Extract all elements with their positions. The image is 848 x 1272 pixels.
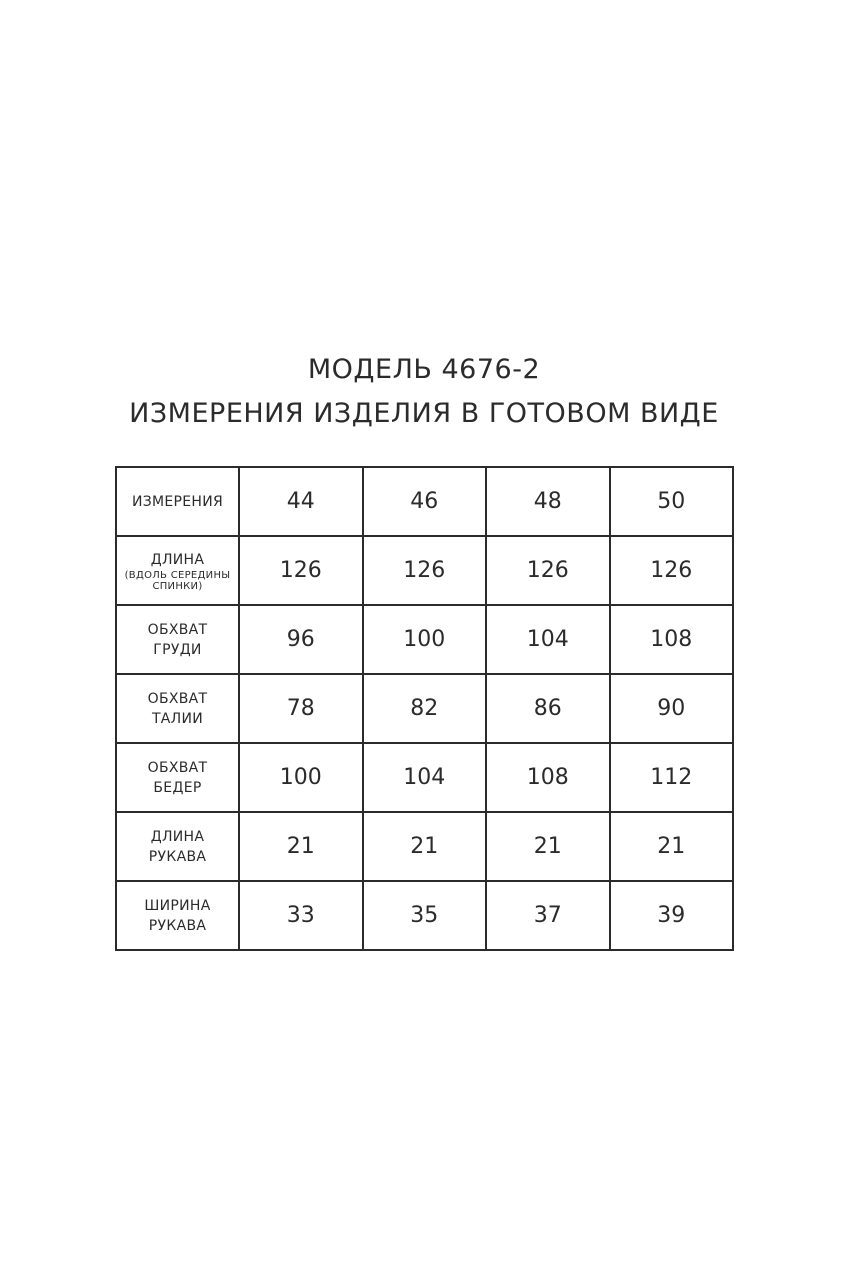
row-label [116,467,239,536]
row-label-text: ИЗМЕРЕНИЯ [131,493,224,510]
table-cell: 108 [486,743,610,812]
row-label-text: ОБХВАТ БЕДЕР [147,759,208,796]
table-row [116,605,733,674]
table-cell: 21 [363,812,487,881]
size-table [115,466,734,951]
table-cell: 104 [363,743,487,812]
row-label-text: ШИРИНА РУКАВА [144,897,211,934]
row-label-note: (ВДОЛЬ СЕРЕДИНЫ СПИНКИ) [124,569,231,592]
row-label [116,812,239,881]
page-heading [0,348,848,436]
row-label-text: ОБХВАТ ГРУДИ [147,621,208,658]
table-cell: 39 [610,881,734,950]
model-title: МОДЕЛЬ 4676-2 [307,354,541,385]
table-row [116,536,733,605]
table-cell: 44 [239,467,363,536]
table-cell: 126 [239,536,363,605]
table-cell: 104 [486,605,610,674]
table-row [116,674,733,743]
row-label-text: ДЛИНА РУКАВА [148,828,207,865]
table-cell: 78 [239,674,363,743]
row-label [116,743,239,812]
table-cell: 37 [486,881,610,950]
table-cell: 50 [610,467,734,536]
table-cell: 21 [239,812,363,881]
table-cell: 33 [239,881,363,950]
table-row [116,467,733,536]
table-row [116,743,733,812]
table-row [116,812,733,881]
row-label [116,605,239,674]
row-label [116,536,239,605]
measurements-title: ИЗМЕРЕНИЯ ИЗДЕЛИЯ В ГОТОВОМ ВИДЕ [129,398,719,429]
table-cell: 100 [239,743,363,812]
row-label-text: ОБХВАТ ТАЛИИ [147,690,208,727]
table-row [116,881,733,950]
table-cell: 96 [239,605,363,674]
row-label [116,881,239,950]
table-cell: 21 [610,812,734,881]
table-cell: 48 [486,467,610,536]
table-cell: 100 [363,605,487,674]
table-cell: 112 [610,743,734,812]
row-label [116,674,239,743]
table-cell: 82 [363,674,487,743]
table-cell: 21 [486,812,610,881]
table-cell: 35 [363,881,487,950]
table-cell: 86 [486,674,610,743]
table-cell: 46 [363,467,487,536]
table-cell: 126 [363,536,487,605]
table-cell: 90 [610,674,734,743]
table-cell: 126 [610,536,734,605]
row-label-text: ДЛИНА [150,551,205,568]
table-cell: 108 [610,605,734,674]
table-cell: 126 [486,536,610,605]
